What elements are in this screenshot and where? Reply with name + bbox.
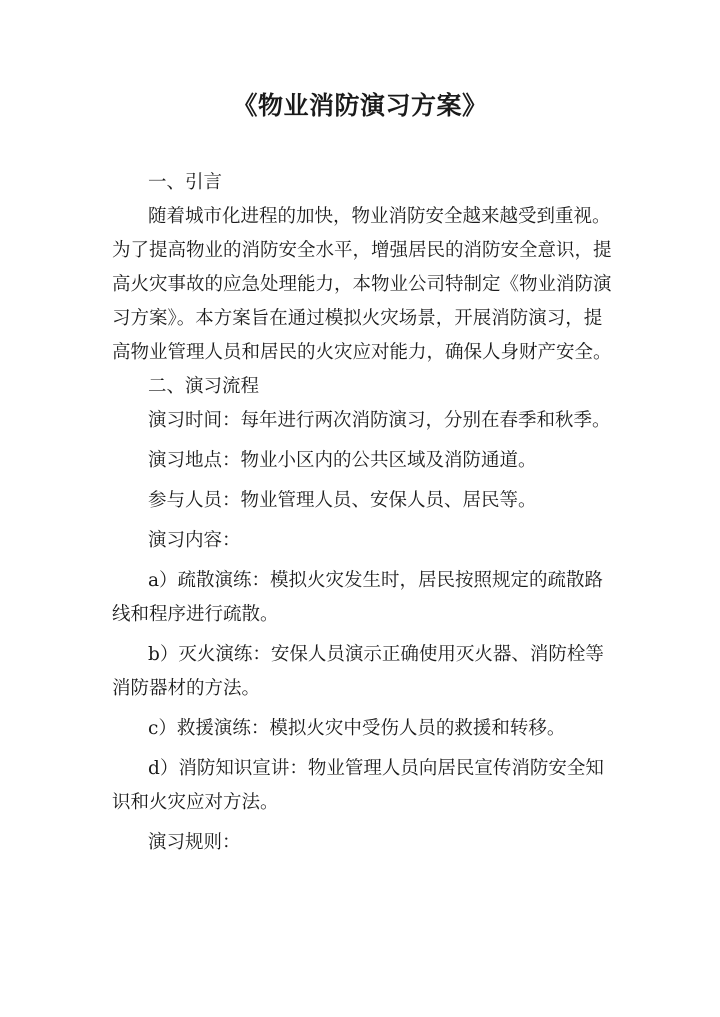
list-item: d）消防知识宣讲：物业管理人员向居民宣传消防安全知识和火灾应对方法。	[112, 758, 604, 813]
document-title: 《物业消防演习方案》	[232, 91, 488, 120]
content-label: 演习内容：	[148, 530, 241, 551]
list-item: a）疏散演练：模拟火灾发生时，居民按照规定的疏散路线和程序进行疏散。	[112, 570, 604, 625]
drill-time: 演习时间：每年进行两次消防演习，分别在春季和秋季。	[148, 410, 611, 431]
drill-location: 演习地点：物业小区内的公共区域及消防通道。	[148, 450, 537, 471]
rules-label: 演习规则：	[148, 832, 241, 853]
document-body	[112, 166, 612, 860]
participants: 参与人员：物业管理人员、安保人员、居民等。	[148, 490, 537, 511]
process-heading: 二、演习流程	[148, 376, 260, 397]
list-item: c）救援演练：模拟火灾中受伤人员的救援和转移。	[148, 718, 566, 739]
intro-paragraph: 随着城市化进程的加快，物业消防安全越来越受到重视。为了提高物业的消防安全水平，增强居民的消防安全意识，提高火灾事故的应急处理能力，本物业公司特制定《物业消防演习方案》。本方案旨在通过模拟火灾场景，开展消防演习，提高物业管理人员和居民的火灾应对能力，确保人身财产安全。	[112, 206, 612, 363]
intro-heading: 一、引言	[148, 172, 223, 193]
list-item: b）灭火演练：安保人员演示正确使用灭火器、消防栓等消防器材的方法。	[112, 644, 604, 699]
